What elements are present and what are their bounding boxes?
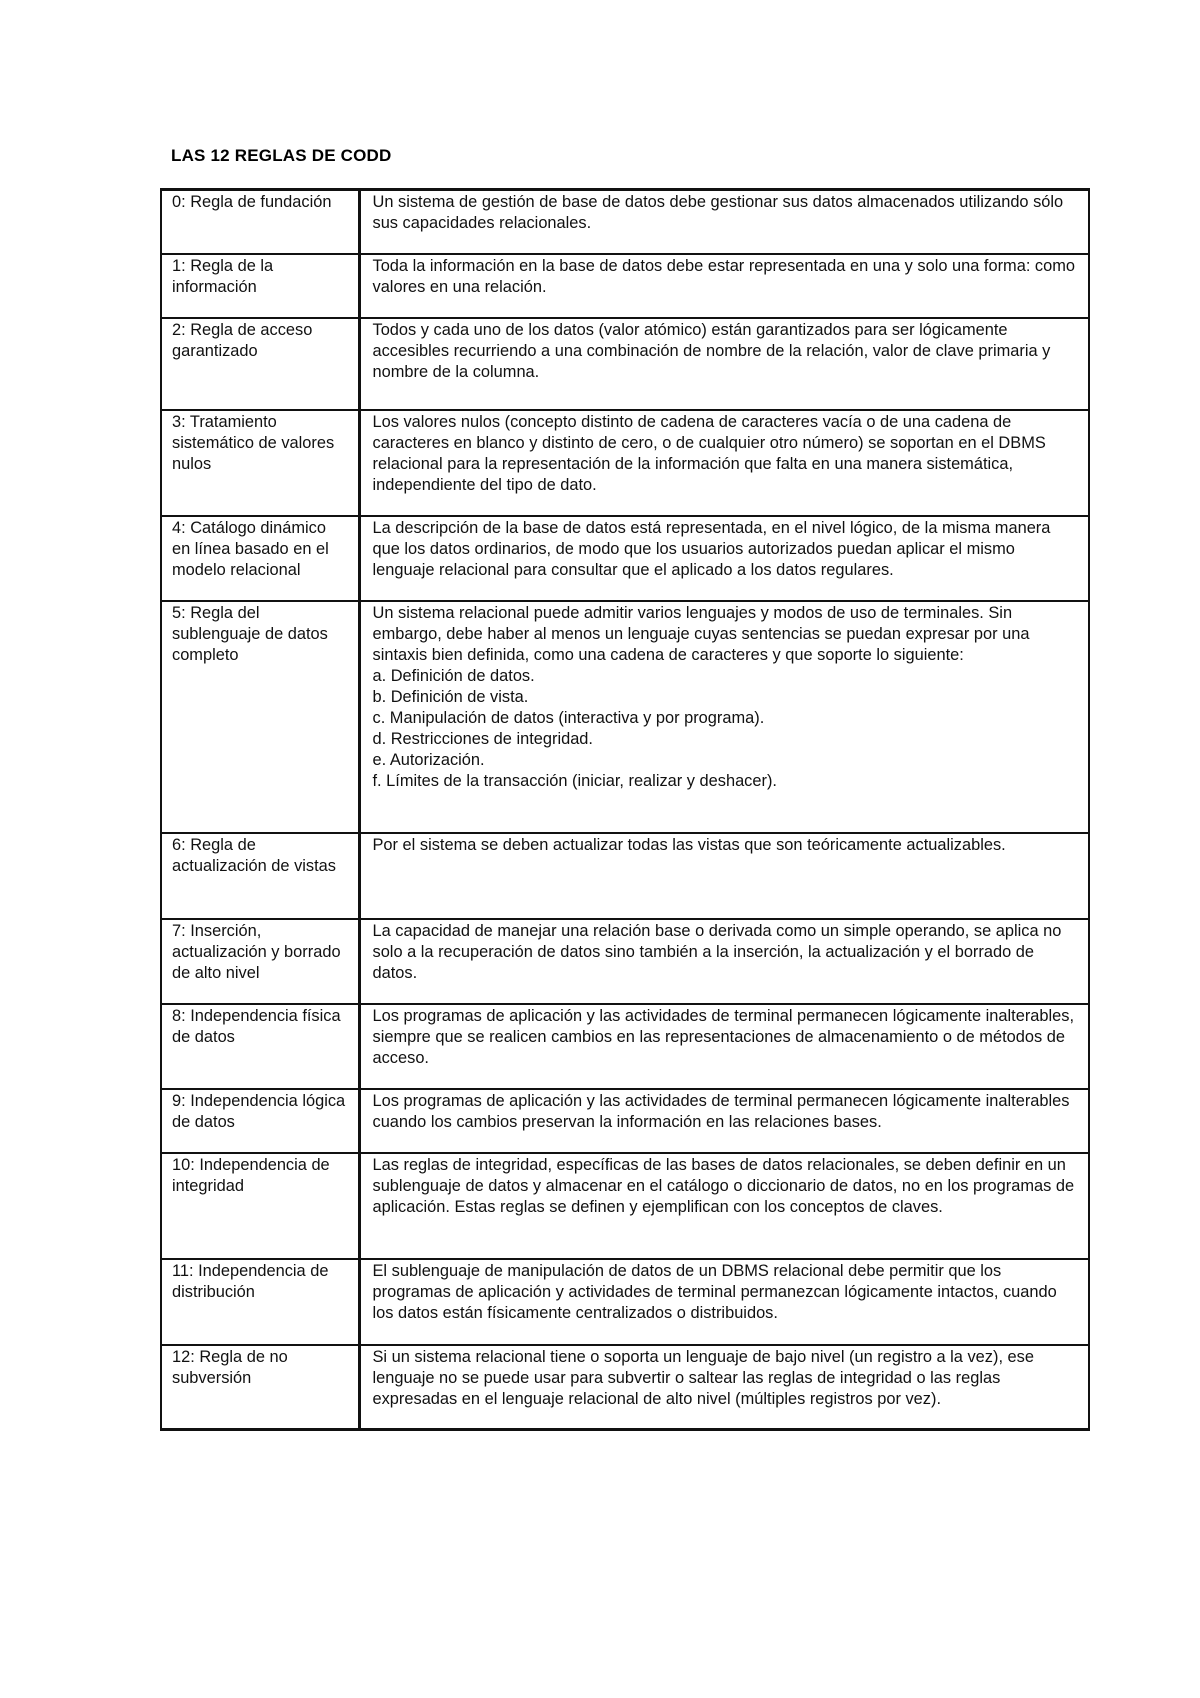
rule-description-cell <box>359 1259 1089 1345</box>
rule-name-cell <box>161 1259 359 1345</box>
rule-description: Si un sistema relacional tiene o soporta un lenguaje de bajo nivel (un registro a la vez), ese lenguaje no se puede usar para subvertir o saltear las reglas de integridad o las reglas expresadas en el lenguaje relacional de alto nivel (múltiples registros por vez). <box>372 1347 1034 1408</box>
rule-name: 1: Regla de la información <box>172 256 274 296</box>
rule-name: 3: Tratamiento sistemático de valores nulos <box>172 412 335 473</box>
rule-name: 12: Regla de no subversión <box>172 1347 288 1387</box>
table-row <box>161 1004 1089 1089</box>
table-row <box>161 1259 1089 1345</box>
table-row <box>161 833 1089 919</box>
rule-description: Toda la información en la base de datos debe estar representada en una y solo una forma: como valores en una relación. <box>372 256 1076 296</box>
rule-description: Los programas de aplicación y las actividades de terminal permanecen lógicamente inalterables, siempre que se realicen cambios en las representaciones de almacenamiento o de métodos de acceso. <box>372 1006 1075 1067</box>
table-row <box>161 410 1089 516</box>
rule-description-cell <box>359 1153 1089 1259</box>
rule-description-cell <box>359 318 1089 410</box>
rule-name: 2: Regla de acceso garantizado <box>172 320 313 360</box>
table-row <box>161 1089 1089 1153</box>
rule-name: 10: Independencia de integridad <box>172 1155 330 1195</box>
table-row <box>161 1153 1089 1259</box>
rule-name-cell <box>161 1153 359 1259</box>
rule-description: Los programas de aplicación y las actividades de terminal permanecen lógicamente inalterables cuando los cambios preservan la información en las relaciones bases. <box>372 1091 1070 1131</box>
rule-description-cell <box>359 601 1089 833</box>
table-row <box>161 318 1089 410</box>
rule-name-cell <box>161 919 359 1004</box>
table-row <box>161 1345 1089 1430</box>
rule-name: 4: Catálogo dinámico en línea basado en el modelo relacional <box>172 518 329 579</box>
rule-description: Por el sistema se deben actualizar todas las vistas que son teóricamente actualizables. <box>372 835 1006 854</box>
rule-description-cell <box>359 833 1089 919</box>
rule-name-cell <box>161 254 359 318</box>
table-row <box>161 919 1089 1004</box>
rule-name: 0: Regla de fundación <box>172 193 332 211</box>
rule-description-cell <box>359 1004 1089 1089</box>
rule-description-cell <box>359 190 1089 254</box>
rule-description: Todos y cada uno de los datos (valor atómico) están garantizados para ser lógicamente accesibles recurriendo a una combinación de nombre de la relación, valor de clave primaria y nombre de la columna. <box>372 320 1051 381</box>
rule-name-cell <box>161 410 359 516</box>
rule-name: 11: Independencia de distribución <box>172 1261 329 1301</box>
rule-description: Un sistema relacional puede admitir varios lenguajes y modos de uso de terminales. Sin embargo, debe haber al menos un lenguaje cuyas sentencias se puedan expresar por una sintaxis bien definida, como una cadena de caracteres y que soporte lo siguiente: a. Definición de datos. b. Definición de vista. c. Manipulación de datos (interactiva y por programa). d. Restricciones de integridad. e. Autorización. f. Límites de la transacción (iniciar, realizar y deshacer). <box>372 603 1030 790</box>
rule-name: 8: Independencia física de datos <box>172 1006 341 1046</box>
rule-description-cell <box>359 410 1089 516</box>
rule-name-cell <box>161 1089 359 1153</box>
rule-description-cell <box>359 1345 1089 1430</box>
rule-description: Un sistema de gestión de base de datos debe gestionar sus datos almacenados utilizando sólo sus capacidades relacionales. <box>372 193 1064 232</box>
table-row <box>161 601 1089 833</box>
rule-description: La capacidad de manejar una relación base o derivada como un simple operando, se aplica no solo a la recuperación de datos sino también a la inserción, la actualización y el borrado de datos. <box>372 921 1062 982</box>
table-row <box>161 516 1089 601</box>
rule-description: Las reglas de integridad, específicas de las bases de datos relacionales, se deben definir en un sublenguaje de datos y almacenar en el catálogo o diccionario de datos, no en los programas de aplicación. Estas reglas se definen y ejemplifican con los conceptos de claves. <box>372 1155 1075 1216</box>
rule-description: El sublenguaje de manipulación de datos de un DBMS relacional debe permitir que los programas de aplicación y actividades de terminal permanezcan lógicamente intactos, cuando los datos están físicamente centralizados o distribuidos. <box>372 1261 1057 1322</box>
rule-description: Los valores nulos (concepto distinto de cadena de caracteres vacía o de una cadena de caracteres en blanco y distinto de cero, o de cualquier otro número) se soportan en el DBMS relacional para la representación de la información que falta en una manera sistemática, independiente del tipo de dato. <box>372 412 1046 494</box>
rule-description: La descripción de la base de datos está representada, en el nivel lógico, de la misma manera que los datos ordinarios, de modo que los usuarios autorizados puedan aplicar el mismo lenguaje relacional para consultar que el aplicado a los datos regulares. <box>372 518 1051 579</box>
document-title: LAS 12 REGLAS DE CODD <box>171 146 392 165</box>
rule-name: 6: Regla de actualización de vistas <box>172 835 336 875</box>
rule-description-cell <box>359 254 1089 318</box>
table-row <box>161 254 1089 318</box>
rule-description-cell <box>359 919 1089 1004</box>
rule-name-cell <box>161 1345 359 1430</box>
rule-name: 9: Independencia lógica de datos <box>172 1091 346 1131</box>
rule-name-cell <box>161 601 359 833</box>
rule-name-cell <box>161 318 359 410</box>
rule-name: 7: Inserción, actualización y borrado de alto nivel <box>172 921 341 982</box>
rule-name-cell <box>161 1004 359 1089</box>
table-row <box>161 190 1089 254</box>
rules-table <box>160 188 1090 1431</box>
rule-description-cell <box>359 1089 1089 1153</box>
rule-name: 5: Regla del sublenguaje de datos completo <box>172 603 328 664</box>
rule-description-cell <box>359 516 1089 601</box>
rule-name-cell <box>161 833 359 919</box>
rule-name-cell <box>161 516 359 601</box>
rule-name-cell <box>161 190 359 254</box>
